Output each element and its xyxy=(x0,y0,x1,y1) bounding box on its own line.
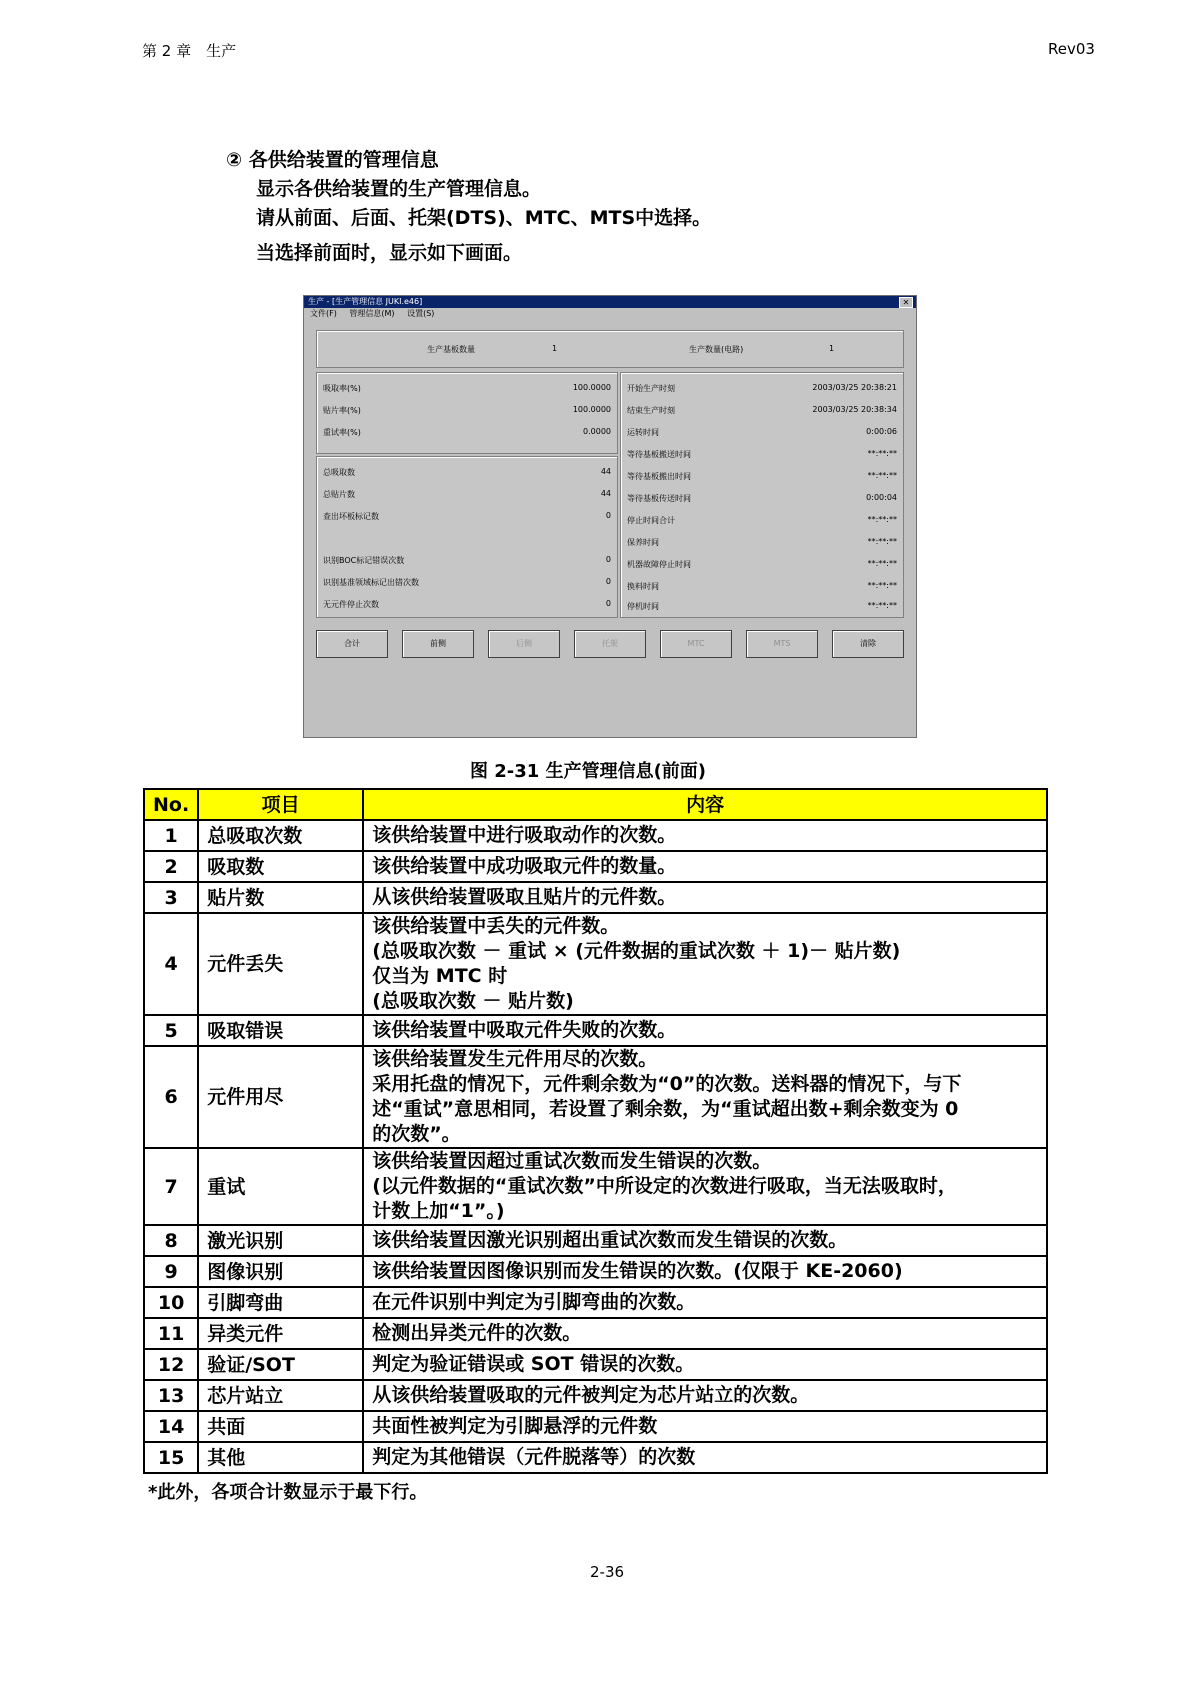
table-row xyxy=(144,851,1047,882)
circuits-label: 生产数量(电路) xyxy=(689,345,744,354)
time-row: 结束生产时刻 2003/03/25 20:38:34 xyxy=(627,405,897,415)
table-row xyxy=(144,1046,1047,1148)
table-body xyxy=(144,820,1047,1473)
content-line: 述“重试”意思相同，若设置了剩余数，为“重试超出数+剩余数变为 0 xyxy=(372,1098,959,1120)
tray-button[interactable]: 托架 xyxy=(574,630,646,658)
button-bar xyxy=(316,630,902,658)
table-row xyxy=(144,1148,1047,1225)
row-item: 验证/SOT xyxy=(198,1349,363,1380)
count-row: 查出坏板标记数 0 xyxy=(323,511,611,521)
row-number: 1 xyxy=(144,820,198,851)
count-row: 识别BOC标记错误次数 0 xyxy=(323,555,611,565)
row-number: 9 xyxy=(144,1256,198,1287)
row-content xyxy=(363,1287,1047,1318)
row-content xyxy=(363,1148,1047,1225)
row-item: 共面 xyxy=(198,1411,363,1442)
row-content xyxy=(363,1256,1047,1287)
content-line: (以元件数据的“重试次数”中所设定的次数进行吸取，当无法吸取时， xyxy=(372,1175,957,1197)
row-number: 12 xyxy=(144,1349,198,1380)
header-item: 项目 xyxy=(198,789,363,820)
menu-settings[interactable]: 设置(S) xyxy=(407,309,435,318)
window-titlebar xyxy=(304,296,916,308)
table-row xyxy=(144,1380,1047,1411)
table-row xyxy=(144,882,1047,913)
row-item: 吸取错误 xyxy=(198,1015,363,1046)
intro-line-2: 请从前面、后面、托架(DTS)、MTC、MTS中选择。 xyxy=(256,207,712,229)
time-row: 机器故障停止时间 **:**:** xyxy=(627,559,897,569)
table-row xyxy=(144,1318,1047,1349)
front-button[interactable]: 前侧 xyxy=(402,630,474,658)
count-row: 识别基准领域标记出错次数 0 xyxy=(323,577,611,587)
intro-block xyxy=(226,146,711,268)
row-item: 异类元件 xyxy=(198,1318,363,1349)
row-content xyxy=(363,1046,1047,1148)
table-row xyxy=(144,1349,1047,1380)
time-row: 等待基板搬出时间 **:**:** xyxy=(627,471,897,481)
page-number: 2-36 xyxy=(590,1563,625,1581)
window-title: 生产 - [生产管理信息 JUKI.e46] xyxy=(308,297,423,306)
row-item: 总吸取次数 xyxy=(198,820,363,851)
row-number: 13 xyxy=(144,1380,198,1411)
row-number: 8 xyxy=(144,1225,198,1256)
content-line: 该供给装置中进行吸取动作的次数。 xyxy=(372,824,677,846)
count-panel xyxy=(316,456,618,618)
rear-button[interactable]: 后侧 xyxy=(488,630,560,658)
row-item: 重试 xyxy=(198,1148,363,1225)
time-row: 运转时间 0:00:06 xyxy=(627,427,897,437)
content-line: 该供给装置中吸取元件失败的次数。 xyxy=(372,1019,677,1041)
row-item: 图像识别 xyxy=(198,1256,363,1287)
row-content xyxy=(363,1411,1047,1442)
count-row: 无元件停止次数 0 xyxy=(323,599,611,609)
row-content xyxy=(363,851,1047,882)
intro-line-3: 当选择前面时，显示如下画面。 xyxy=(256,242,523,264)
row-content xyxy=(363,1349,1047,1380)
time-row: 停机时间 **:**:** xyxy=(627,601,897,611)
row-number: 2 xyxy=(144,851,198,882)
table-row xyxy=(144,1225,1047,1256)
table-row xyxy=(144,1287,1047,1318)
row-content xyxy=(363,1442,1047,1473)
rate-row: 重试率(%) 0.0000 xyxy=(323,427,611,437)
figure-caption: 图 2-31 生产管理信息(前面) xyxy=(470,761,707,782)
row-item: 元件用尽 xyxy=(198,1046,363,1148)
content-line: 在元件识别中判定为引脚弯曲的次数。 xyxy=(372,1291,696,1313)
row-content xyxy=(363,820,1047,851)
mts-button[interactable]: MTS xyxy=(746,630,818,658)
rate-panel xyxy=(316,372,618,454)
info-table xyxy=(143,788,1048,1474)
time-row: 换料时间 **:**:** xyxy=(627,581,897,591)
row-number: 6 xyxy=(144,1046,198,1148)
page-header-chapter: 第 2 章 生产 xyxy=(142,42,237,60)
content-line: 从该供给装置吸取且贴片的元件数。 xyxy=(372,886,677,908)
boards-label: 生产基板数量 xyxy=(427,345,475,354)
row-content xyxy=(363,1015,1047,1046)
intro-heading: ② 各供给装置的管理信息 xyxy=(226,149,439,171)
screenshot-window xyxy=(303,295,917,738)
row-number: 14 xyxy=(144,1411,198,1442)
row-content xyxy=(363,1380,1047,1411)
table-row xyxy=(144,913,1047,1015)
time-row: 停止时间合计 **:**:** xyxy=(627,515,897,525)
row-number: 10 xyxy=(144,1287,198,1318)
rate-row: 吸取率(%) 100.0000 xyxy=(323,383,611,393)
row-number: 3 xyxy=(144,882,198,913)
content-line: 该供给装置因激光识别超出重试次数而发生错误的次数。 xyxy=(372,1229,848,1251)
content-line: 计数上加“1”。) xyxy=(372,1200,505,1222)
production-count-panel xyxy=(316,330,904,368)
row-item: 其他 xyxy=(198,1442,363,1473)
row-number: 4 xyxy=(144,913,198,1015)
window-menubar xyxy=(304,308,916,320)
footnote: *此外，各项合计数显示于最下行。 xyxy=(148,1482,428,1503)
header-content: 内容 xyxy=(363,789,1047,820)
boards-value: 1 xyxy=(552,344,558,353)
count-row: 总吸取数 44 xyxy=(323,467,611,477)
content-line: 该供给装置中成功吸取元件的数量。 xyxy=(372,855,677,877)
row-item: 芯片站立 xyxy=(198,1380,363,1411)
table-row xyxy=(144,1442,1047,1473)
content-line: 检测出异类元件的次数。 xyxy=(372,1322,582,1344)
row-number: 5 xyxy=(144,1015,198,1046)
menu-file[interactable]: 文件(F) xyxy=(310,309,337,318)
row-item: 引脚弯曲 xyxy=(198,1287,363,1318)
time-panel xyxy=(620,372,904,618)
page-header-revision: Rev03 xyxy=(1048,40,1095,58)
row-number: 7 xyxy=(144,1148,198,1225)
content-line: 从该供给装置吸取的元件被判定为芯片站立的次数。 xyxy=(372,1384,810,1406)
row-content xyxy=(363,882,1047,913)
content-line: 采用托盘的情况下，元件剩余数为“0”的次数。送料器的情况下，与下 xyxy=(372,1073,962,1095)
rate-row: 贴片率(%) 100.0000 xyxy=(323,405,611,415)
row-item: 贴片数 xyxy=(198,882,363,913)
menu-manage-info[interactable]: 管理信息(M) xyxy=(349,309,395,318)
content-line: (总吸取次数 － 贴片数) xyxy=(372,990,574,1012)
content-line: 的次数”。 xyxy=(372,1123,461,1145)
time-row: 保养时间 **:**:** xyxy=(627,537,897,547)
time-row: 等待基板传送时间 0:00:04 xyxy=(627,493,897,503)
row-content xyxy=(363,1318,1047,1349)
circuits-value: 1 xyxy=(829,344,835,353)
time-row: 开始生产时刻 2003/03/25 20:38:21 xyxy=(627,383,897,393)
row-item: 元件丢失 xyxy=(198,913,363,1015)
intro-line-1: 显示各供给装置的生产管理信息。 xyxy=(256,178,542,200)
content-line: 判定为验证错误或 SOT 错误的次数。 xyxy=(372,1353,695,1375)
row-content xyxy=(363,913,1047,1015)
table-row xyxy=(144,1015,1047,1046)
total-button[interactable]: 合计 xyxy=(316,630,388,658)
content-line: 该供给装置发生元件用尽的次数。 xyxy=(372,1048,658,1070)
table-row xyxy=(144,1411,1047,1442)
content-line: 共面性被判定为引脚悬浮的元件数 xyxy=(372,1415,658,1437)
table-row xyxy=(144,820,1047,851)
content-line: 该供给装置因超过重试次数而发生错误的次数。 xyxy=(372,1150,772,1172)
close-icon[interactable]: ✕ xyxy=(899,297,913,308)
content-line: 该供给装置中丢失的元件数。 xyxy=(372,915,620,937)
count-row: 总贴片数 44 xyxy=(323,489,611,499)
row-item: 激光识别 xyxy=(198,1225,363,1256)
row-item: 吸取数 xyxy=(198,851,363,882)
content-line: 该供给装置因图像识别而发生错误的次数。(仅限于 KE-2060) xyxy=(372,1260,903,1282)
time-row: 等待基板搬送时间 **:**:** xyxy=(627,449,897,459)
content-line: (总吸取次数 － 重试 × (元件数据的重试次数 ＋ 1)－ 贴片数) xyxy=(372,940,901,962)
content-line: 判定为其他错误（元件脱落等）的次数 xyxy=(372,1446,696,1468)
row-number: 11 xyxy=(144,1318,198,1349)
header-no: No. xyxy=(144,789,198,820)
table-row xyxy=(144,1256,1047,1287)
row-content xyxy=(363,1225,1047,1256)
clear-button[interactable]: 清除 xyxy=(832,630,904,658)
content-line: 仅当为 MTC 时 xyxy=(372,965,508,987)
mtc-button[interactable]: MTC xyxy=(660,630,732,658)
row-number: 15 xyxy=(144,1442,198,1473)
